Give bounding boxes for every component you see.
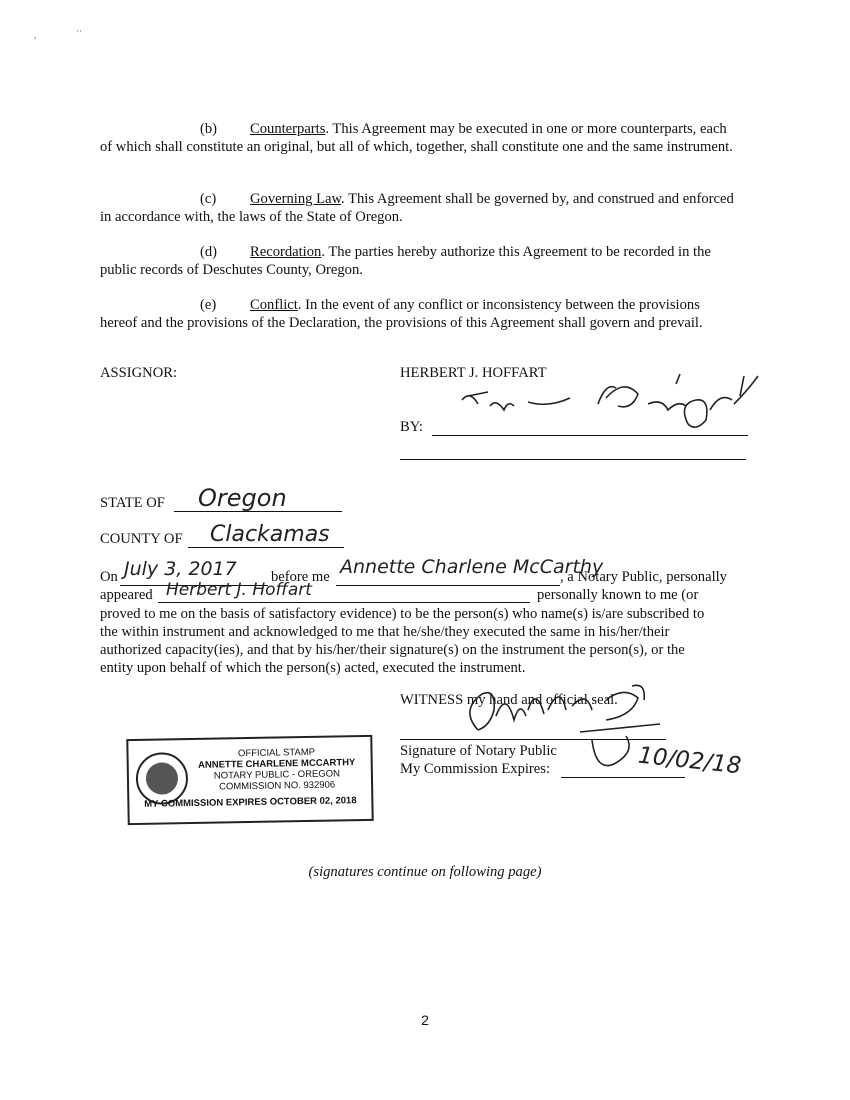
paragraph-text: . The parties hereby authorize this Agreement to be recorded in the xyxy=(321,244,711,260)
state-label: STATE OF xyxy=(100,495,165,511)
county-value: Clackamas xyxy=(210,522,330,547)
notary-name-value: Annette Charlene McCarthy xyxy=(340,556,604,578)
paragraph-text: enforced in accordance with, the laws of the State of Oregon. xyxy=(100,191,734,225)
assignor-label: ASSIGNOR: xyxy=(100,365,178,381)
paragraph-governing-law xyxy=(100,190,740,226)
stamp-line: OFFICIAL STAMP xyxy=(237,746,316,760)
county-line xyxy=(188,547,344,548)
paragraph-text: hereof and the provisions of the Declaration, the provisions of this Agreement shall govern and prevail. xyxy=(100,315,703,331)
acknowledgment-line: the within instrument and acknowledged to me that he/she/they executed the same in his/her/their xyxy=(100,624,670,640)
paragraph-text: each of which shall constitute an original, but all of which, together, shall constitute one and the same instrument. xyxy=(100,121,733,155)
acknowledgment-line: proved to me on the basis of satisfactory evidence) to be the person(s) who name(s) is/are subscribed to xyxy=(100,606,705,622)
stamp-line: NOTARY PUBLIC - OREGON xyxy=(213,768,341,782)
paragraph-label: (c) xyxy=(200,191,217,207)
paragraph-recordation xyxy=(100,243,740,279)
commission-expires-line xyxy=(561,777,685,778)
corner-mark: , xyxy=(34,30,37,40)
official-notary-stamp xyxy=(126,735,373,825)
by-label: BY: xyxy=(400,419,423,435)
corner-mark: ·· xyxy=(76,26,82,36)
acknowledgment-line: authorized capacity(ies), and that by his/her/their signature(s) on the instrument the person(s), or the xyxy=(100,642,685,658)
stamp-line: MY COMMISSION EXPIRES OCTOBER 02, 2018 xyxy=(144,795,357,810)
commission-expires-label: My Commission Expires: xyxy=(400,761,550,777)
page-number: 2 xyxy=(421,1012,429,1028)
state-value: Oregon xyxy=(198,484,287,512)
paragraph-counterparts xyxy=(100,120,740,156)
paragraph-heading: Governing Law xyxy=(250,191,342,207)
notary-acknowledgment-text xyxy=(100,605,750,677)
paragraph-text: . In the event of any conflict or inconsistency between the provisions xyxy=(297,297,700,313)
before-me-label: before me xyxy=(271,569,330,585)
appeared-label: appeared xyxy=(100,587,153,603)
notary-public-text: , a Notary Public, personally xyxy=(560,569,727,585)
paragraph-label: (b) xyxy=(200,121,218,137)
paragraph-text: public records of Deschutes County, Oregon. xyxy=(100,262,363,278)
paragraph-heading: Counterparts xyxy=(250,121,326,137)
paragraph-label: (e) xyxy=(200,297,217,313)
commission-expires-value: 10/02/18 xyxy=(636,742,743,780)
appeared-value: Herbert J. Hoffart xyxy=(166,580,312,600)
paragraph-text: . This Agreement shall be governed by, and construed and xyxy=(341,191,680,207)
on-label: On xyxy=(100,569,118,585)
paragraph-heading: Recordation xyxy=(250,244,322,260)
appeared-line xyxy=(158,602,530,603)
paragraph-conflict xyxy=(100,296,740,332)
stamp-line: COMMISSION NO. 932906 xyxy=(218,779,336,793)
stamp-line: ANNETTE CHARLENE MCCARTHY xyxy=(198,757,356,771)
paragraph-heading: Conflict xyxy=(250,297,298,313)
assignor-name: HERBERT J. HOFFART xyxy=(400,365,547,381)
state-seal-icon xyxy=(136,752,189,805)
continuation-note: (signatures continue on following page) xyxy=(308,864,542,880)
witness-text: WITNESS my hand and official seal. xyxy=(400,692,618,708)
notary-name-line xyxy=(336,585,560,586)
assignor-signature xyxy=(448,370,768,450)
acknowledgment-line: entity upon behalf of which the person(s) acted, executed the instrument. xyxy=(100,660,526,676)
notary-signature-label: Signature of Notary Public xyxy=(400,743,557,759)
paragraph-text: . This Agreement may be executed in one or more counterparts, xyxy=(325,121,697,137)
paragraph-label: (d) xyxy=(200,244,218,260)
county-label: COUNTY OF xyxy=(100,531,183,547)
date-value: July 3, 2017 xyxy=(124,558,237,580)
signature-line xyxy=(400,459,746,460)
personally-known-text: personally known to me (or xyxy=(537,587,699,603)
